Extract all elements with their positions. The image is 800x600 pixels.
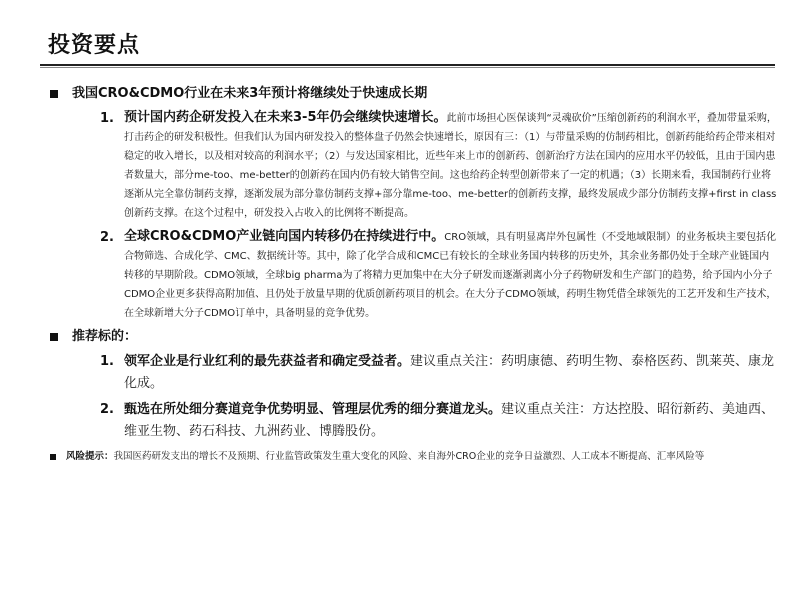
title-rule-thin <box>40 67 775 68</box>
page-title: 投资要点 <box>48 32 141 58</box>
item-lead: 全球CRO&CDMO产业链向国内转移仍在持续进行中。 <box>124 229 445 244</box>
content-body <box>50 84 780 465</box>
item-lead: 预计国内药企研发投入在未来3-5年仍会继续快速增长。 <box>124 110 447 125</box>
section2-item-2 <box>100 399 780 443</box>
item-text <box>124 108 779 223</box>
item-body: 建议重点关注：方达控股、昭衍新药、美迪西、维亚生物、药石科技、九洲药业、博腾股份。 <box>124 402 775 439</box>
item-text <box>124 227 779 323</box>
item-body: CRO领域，具有明显离岸外包属性（不受地域限制）的业务板块主要包括化合物筛选、合成化学、CMC、数据统计等。其中，除了化学合成和CMC已有较长的全球业务国内转移的历史外，其余业务都仍处于全球产业链国内转移的早期阶段。CDMO领域，全球big pharma为了将精力更加集中在大分子研发而逐渐剥离小分子药物研发和生产部门的趋势，给予国内小分子CDMO企业更多获得高附加值、且仍处于放量早期的优质创新药项目的机会。在大分子CDMO领域，药明生物凭借全球领先的工艺开发和生产技术，在全球新增大分子CDMO订单中，具备明显的竞争优势。 <box>124 232 777 319</box>
item-body: 此前市场担心医保谈判“灵魂砍价”压缩创新药的利润水平，叠加带量采购，打击药企的研发积极性。但我们认为国内研发投入的整体盘子仍然会快速增长，原因有三：（1）与带量采购的仿制药相比，创新药能给药企带来相对稳定的收入增长，以及相对较高的利润水平；（2）与发达国家相比，近些年来上市的创新药、创新治疗方法在国内的应用水平仍较低，且由于国内患者数量大，部分me-too、me-better的创新药在国内仍有较大销售空间。这也给药企转型创新带来了一定的机遇；（3）长期来看，我国制药行业将逐渐从完全靠仿制药支撑，逐渐发展为部分靠仿制药支撑+部分靠me-too、me-better的创新药支撑，最终发展成少部分仿制药支撑+first in class创新药支撑。在这个过程中，研发投入占收入的比例将不断提高。 <box>124 113 777 219</box>
item-lead: 甄选在所处细分赛道竞争优势明显、管理层优秀的细分赛道龙头。 <box>124 402 502 417</box>
title-rule-thick <box>40 64 775 66</box>
risk-note <box>50 449 780 465</box>
risk-label: 风险提示： <box>66 451 114 462</box>
item-number: 2. <box>100 402 114 417</box>
square-bullet-icon <box>50 454 56 460</box>
square-bullet-icon <box>50 333 58 341</box>
item-number: 1. <box>100 111 114 126</box>
risk-body: 我国医药研发支出的增长不及预期、行业监管政策发生重大变化的风险、来自海外CRO企业的竞争日益激烈、人工成本不断提高、汇率风险等 <box>113 451 705 462</box>
risk-text <box>66 449 756 465</box>
item-body: 建议重点关注：药明康德、药明生物、泰格医药、凯莱英、康龙化成。 <box>124 354 775 391</box>
item-text <box>124 399 779 443</box>
section1-bullet <box>50 84 780 104</box>
section1-item-1 <box>100 108 780 223</box>
item-number: 2. <box>100 230 114 245</box>
section1-item-2 <box>100 227 780 323</box>
item-number: 1. <box>100 354 114 369</box>
square-bullet-icon <box>50 90 58 98</box>
section2-heading: 推荐标的： <box>72 329 138 344</box>
section1-heading: 我国CRO&CDMO行业在未来3年预计将继续处于快速成长期 <box>72 86 428 101</box>
item-lead: 领军企业是行业红利的最先获益者和确定受益者。 <box>124 354 411 369</box>
section2-bullet <box>50 327 780 347</box>
section2-item-1 <box>100 351 780 395</box>
item-text <box>124 351 779 395</box>
